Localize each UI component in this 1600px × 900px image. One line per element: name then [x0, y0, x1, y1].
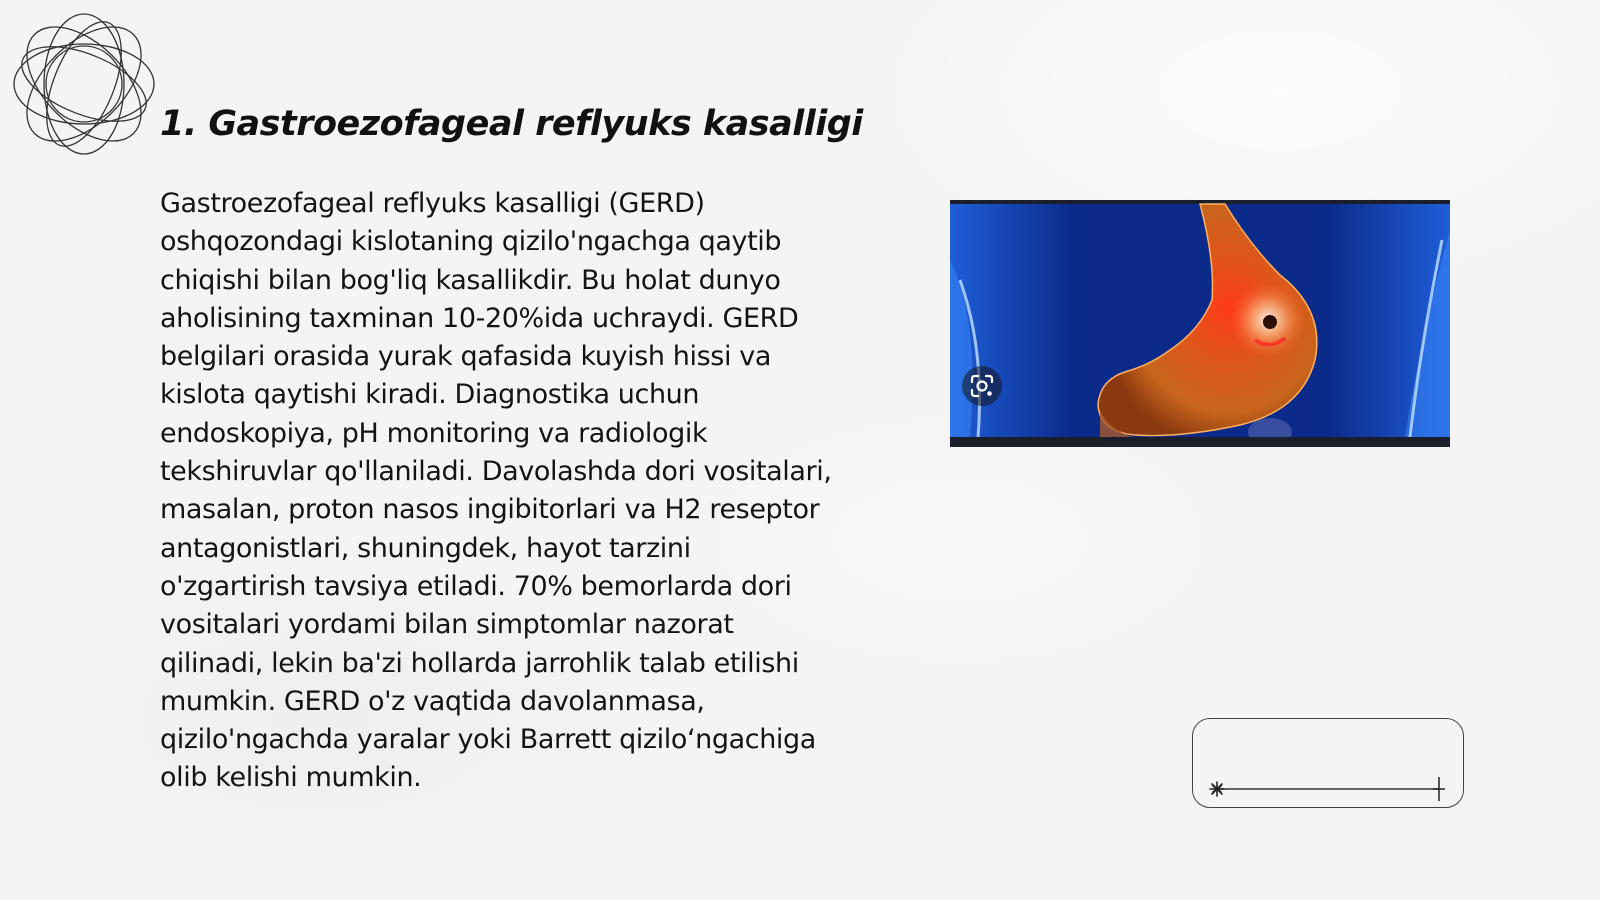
decorative-frame: [1192, 718, 1464, 808]
interlocking-circles-icon: [10, 10, 158, 158]
starburst-line-icon: [1193, 719, 1465, 809]
stomach-illustration[interactable]: [950, 200, 1450, 447]
slide-title: 1. Gastroezofageal reflyuks kasalligi: [160, 104, 863, 144]
slide-body-text: Gastroezofageal reflyuks kasalligi (GERD) oshqozondagi kislotaning qizilo'ngachga qaytib chiqishi bilan bog'liq kasallikdir. Bu holat dunyo aholisining taxminan 10-20%ida uchraydi. GERD belgilari orasida yurak qafasida kuyish hissi va kislota qaytishi kiradi. Diagnostika uchun endoskopiya, pH monitoring va radiologik tekshiruvlar qo'llaniladi. Davolashda dori vositalari, masalan, proton nasos ingibitorlari va H2 reseptor antagonistlari, shuningdek, hayot tarzini o'zgartirish tavsiya etiladi. 70% bemorlarda dori vositalari yordami bilan simptomlar nazorat qilinadi, lekin ba'zi hollarda jarrohlik talab etilishi mumkin. GERD o'z vaqtida davolanmasa, qizilo'ngachda yaralar yoki Barrett qizilo‘ngachiga olib kelishi mumkin.: [160, 188, 832, 794]
stomach-image: [950, 200, 1450, 447]
image-search-lens-icon[interactable]: [962, 366, 1002, 406]
